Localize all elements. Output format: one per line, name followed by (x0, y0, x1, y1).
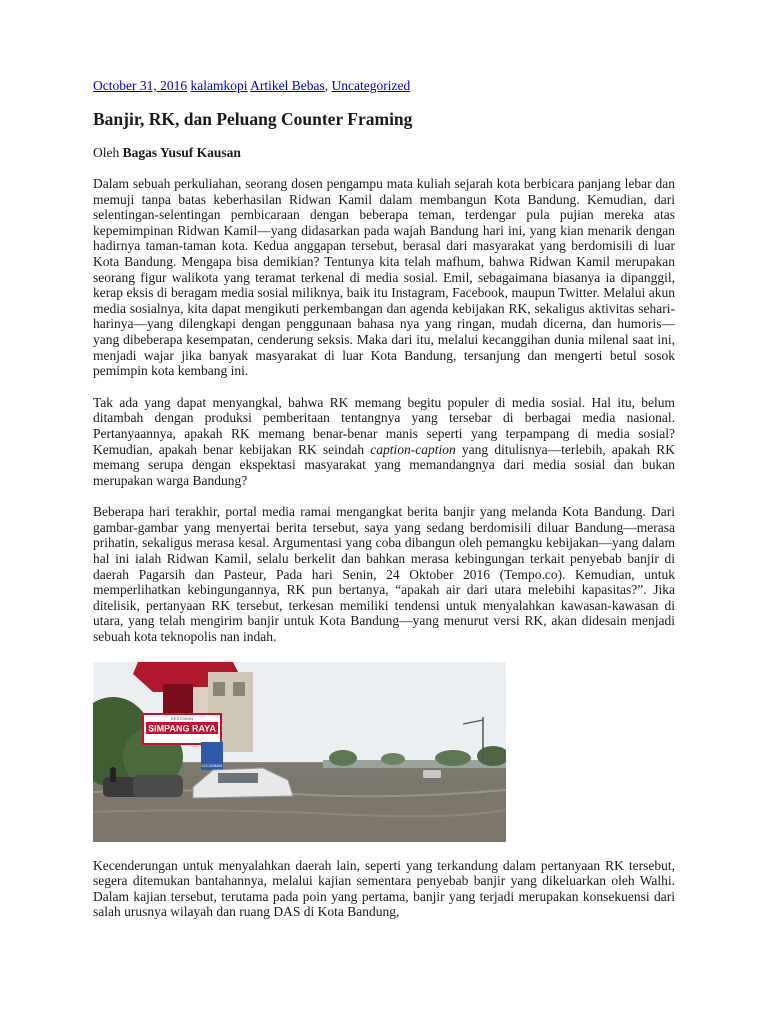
byline-author: Bagas Yusuf Kausan (122, 145, 241, 160)
paragraph-2 (93, 395, 675, 489)
author-link[interactable]: kalamkopi (190, 78, 248, 93)
category-link-uncategorized[interactable]: Uncategorized (331, 78, 411, 93)
sign-main-text: SIMPANG RAYA (148, 723, 216, 734)
paragraph-4: Kecenderungan untuk menyalahkan daerah lain, seperti yang terkandung dalam pertanyaan RK tersebut, segera ditemukan bantahannya, melalui kajian sementara penyebab banjir yang dikeluarkan oleh Walhi. Dalam kajian tersebut, terutama pada poin yang pertama, banjir yang terjadi merupakan konsekuensi dari salah urusnya wilayah dan ruang DAS di Kota Bandung, (93, 857, 675, 920)
paragraph-2-text-b: yang ditulisnya—terlebih, apakah RK memang serupa dengan ekspektasi masyarakat yang memandangnya dari media sosial dan bukan merupakan warga Bandung? (93, 441, 675, 488)
category-link-artikel-bebas[interactable]: Artikel Bebas (250, 78, 325, 93)
post-date-link[interactable]: October 31, 2016 (93, 78, 188, 93)
post-meta (93, 77, 675, 95)
paragraph-2-italic: caption-caption (370, 441, 456, 457)
sign-phone-text: 022-2005466 (201, 763, 223, 768)
flood-photo-illustration (93, 662, 506, 842)
paragraph-2-text-a: Tak ada yang dapat menyangkal, bahwa RK memang begitu populer di media sosial. Hal itu, belum ditambah dengan produksi pemberitaan tentangnya yang tersebar di berbagai media nasional. Pertanyaannya, apakah RK memang benar-benar manis seperti yang terpampang di media sosial? Kemudian, apakah benar kebijakan RK seindah (93, 394, 675, 457)
category-separator: , (324, 78, 332, 93)
byline (93, 144, 675, 162)
paragraph-3: Beberapa hari terakhir, portal media ramai mengangkat berita banjir yang melanda Kota Bandung. Dari gambar-gambar yang menyertai berita tersebut, saya yang sedang berdomisili diluar Bandung—merasa prihatin, sekaligus merasa kesal. Argumentasi yang coba dibangun oleh pemangku kebijakan—yang dalam hal ini ialah Ridwan Kamil, selalu berkelit dan bahkan merasa kebingungan terkait penyebab banjir di daerah Pagarsih dan Pasteur, Pada hari Senin, 24 Oktober 2016 (Tempo.co). Kemudian, untuk memperlihatkan kebingungannya, RK pun bertanya, “apakah air dari utara melebihi kapasitas?”. Jika ditelisik, pertanyaan RK tersebut, terkesan memiliki tendensi untuk menyalahkan kawasan-kawasan di utara, yang telah mengirim banjir untuk Kota Bandung—yang menurut versi RK, akan didesain menjadi sebuah kota teknopolis nan indah. (93, 504, 675, 645)
article-title: Banjir, RK, dan Peluang Counter Framing (93, 109, 413, 129)
paragraph-1: Dalam sebuah perkuliahan, seorang dosen pengampu mata kuliah sejarah kota berbicara panjang lebar dan memuji tanpa batas keberhasilan Ridwan Kamil dalam membangun Kota Bandung. Kemudian, dari selentingan-selentingan pembicaraan dengan beberapa teman, terdengar pula pujian mereka atas kepemimpinan Ridwan Kamil—yang didasarkan pada wajah Bandung hari ini, yang kian menarik dengan hadirnya taman-taman kota. Kedua anggapan tersebut, berasal dari masyarakat yang berdomisili di luar Kota Bandung. Mengapa bisa demikian? Tentunya kita telah mafhum, bahwa Ridwan Kamil merupakan seorang figur walikota yang teramat terkenal di media sosial. Emil, sebagaimana biasanya ia dipanggil, kerap eksis di beragam media sosial miliknya, baik itu Instagram, Facebook, maupun Twitter. Melalui akun media sosialnya, kita dapat mengikuti perkembangan dan agenda kebijakan RK, sekaligus aktivitas sehari-harinya—yang dilengkapi dengan penggunaan bahasa nya yang ringan, mudah dicerna, dan humoris—yang dibeberapa kesempatan, cenderung seksis. Maka dari itu, melalui kecanggihan dunia milenal saat ini, menjadi wajar jika banyak masyarakat di luar Kota Bandung, tersanjung dan mengerti betul sosok pemimpin kota kembang ini. (93, 176, 675, 379)
article-page (93, 77, 675, 920)
flood-photo (93, 662, 506, 842)
byline-prefix: Oleh (93, 145, 123, 160)
sign-small-text: RESTORAN (170, 715, 194, 721)
